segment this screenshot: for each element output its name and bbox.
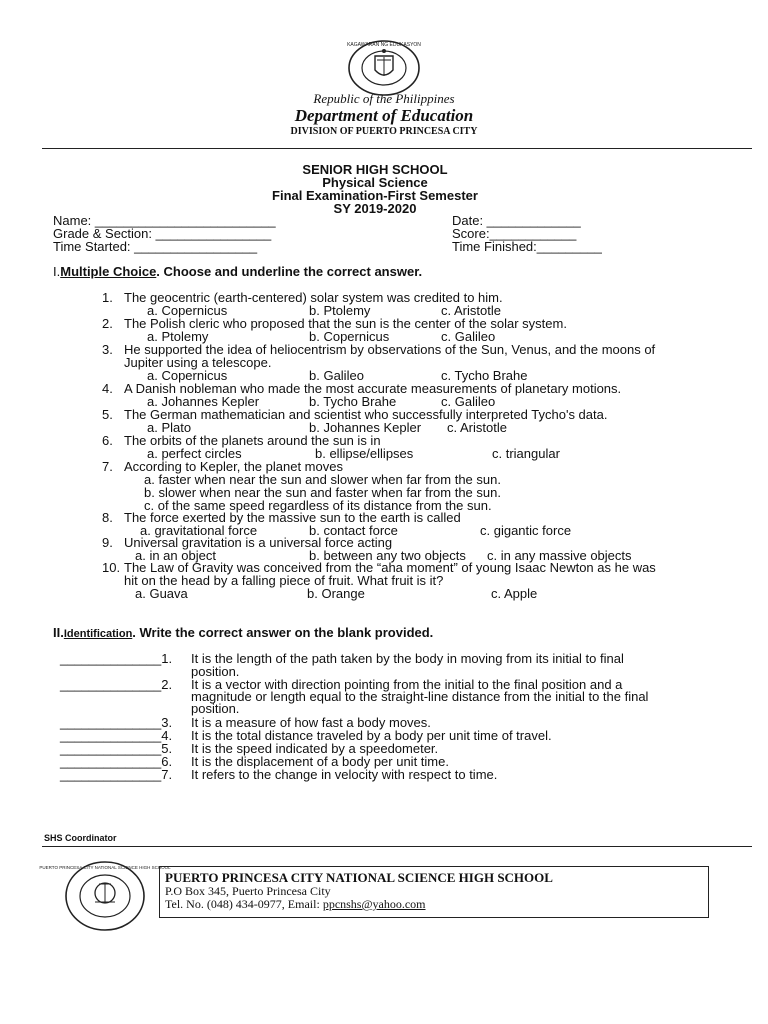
question-text: The force exerted by the massive sun to the earth is called (124, 510, 461, 525)
title-school-year: SY 2019-2020 (333, 201, 417, 216)
question-text: A Danish nobleman who made the most accurate measurements of planetary motions. (124, 381, 622, 396)
identification-text-2: It is a vector with direction pointing from the initial to the final position and a (191, 677, 623, 692)
option-b[interactable]: b. ellipse/ellipses (315, 446, 414, 461)
svg-text:KAGAWARAN NG EDUKASYON: KAGAWARAN NG EDUKASYON (347, 42, 421, 48)
option-c[interactable]: c. Galileo (441, 329, 496, 344)
time-finished-field[interactable]: Time Finished:_________ (452, 239, 602, 254)
option-b[interactable]: b. contact force (309, 523, 398, 538)
part1-label: Multiple Choice (60, 264, 157, 279)
option-b[interactable]: b. Johannes Kepler (309, 420, 422, 435)
part2-number: II. (53, 625, 64, 640)
time-started-field[interactable]: Time Started: _________________ (53, 239, 258, 254)
question-text-continued: Jupiter using a telescope. (124, 355, 272, 370)
question-text: Universal gravitation is a universal force acting (124, 535, 393, 550)
identification-blank-6[interactable]: ______________6. (60, 754, 173, 769)
identification-blank-7[interactable]: ______________7. (60, 767, 173, 782)
part2-label: Identification (63, 628, 133, 640)
option-b[interactable]: b. slower when near the sun and faster when far from the sun. (144, 485, 501, 500)
part2-heading (53, 626, 433, 641)
identification-blank-3[interactable]: ______________3. (60, 715, 173, 730)
exam-title (0, 163, 750, 215)
question-number: 10. (102, 560, 121, 575)
svg-text:PUERTO PRINCESA CITY NATIONAL: PUERTO PRINCESA CITY NATIONAL SCIENCE HIGH SCHOOL (39, 865, 171, 870)
option-c[interactable]: c. Aristotle (447, 420, 507, 435)
option-b[interactable]: b. Copernicus (309, 329, 390, 344)
question-number: 2. (102, 316, 113, 331)
option-b[interactable]: b. between any two objects (309, 548, 466, 563)
question-text: The Polish cleric who proposed that the sun is the center of the solar system. (124, 316, 567, 331)
title-school: SENIOR HIGH SCHOOL (302, 162, 448, 177)
part1-instruction: . Choose and underline the correct answer. (156, 264, 423, 279)
identification-text-3: It is a measure of how fast a body moves. (191, 715, 431, 730)
question-number: 3. (102, 342, 113, 357)
option-c[interactable]: c. triangular (492, 446, 560, 461)
identification-blank-4[interactable]: ______________4. (60, 728, 173, 743)
option-b[interactable]: b. Orange (307, 586, 365, 601)
identification-text-4: It is the total distance traveled by a body per unit time of travel. (191, 728, 552, 743)
option-a[interactable]: a. Copernicus (147, 368, 228, 383)
part1-number: I. (53, 264, 61, 279)
identification-text-1: It is the length of the path taken by the body in moving from its initial to final (191, 651, 624, 666)
question-number: 9. (102, 535, 113, 550)
question-number: 7. (102, 459, 113, 474)
option-a[interactable]: a. Plato (147, 420, 192, 435)
school-address: P.O Box 345, Puerto Princesa City (165, 884, 331, 898)
option-c[interactable]: c. Apple (491, 586, 538, 601)
question-text: The orbits of the planets around the sun is in (124, 433, 381, 448)
question-number: 5. (102, 407, 113, 422)
title-subject: Physical Science (322, 175, 428, 190)
option-c[interactable]: c. Tycho Brahe (441, 368, 528, 383)
part1-heading (53, 265, 422, 278)
option-a[interactable]: a. Copernicus (147, 303, 228, 318)
question-text: He supported the idea of heliocentrism by observations of the Sun, Venus, and the moons of (124, 342, 656, 357)
date-field[interactable]: Date: _____________ (452, 213, 581, 228)
option-a[interactable]: a. Johannes Kepler (147, 394, 260, 409)
option-c[interactable]: c. Aristotle (441, 303, 501, 318)
question-number: 1. (102, 290, 113, 305)
name-field[interactable]: Name: _________________________ (53, 213, 276, 228)
question-text: According to Kepler, the planet moves (124, 459, 343, 474)
option-c[interactable]: c. gigantic force (480, 523, 572, 538)
identification-blank-2[interactable]: ______________2. (60, 677, 173, 692)
question-text: The Law of Gravity was conceived from the “aha moment” of young Isaac Newton as he was (124, 560, 656, 575)
identification-text-1-continued: position. (191, 664, 240, 679)
footer-divider (42, 846, 752, 847)
option-b[interactable]: b. Ptolemy (309, 303, 371, 318)
school-name: PUERTO PRINCESA CITY NATIONAL SCIENCE HIGH SCHOOL (165, 870, 553, 885)
identification-text-2-continued: position. (191, 701, 240, 716)
option-a[interactable]: a. faster when near the sun and slower when far from the sun. (144, 472, 501, 487)
header-divider (42, 148, 752, 149)
question-text: The geocentric (earth-centered) solar system was credited to him. (124, 290, 503, 305)
grade-section-field[interactable]: Grade & Section: ________________ (53, 226, 272, 241)
department-label: Department of Education (294, 106, 474, 125)
identification-text-6: It is the displacement of a body per unit time. (191, 754, 449, 769)
option-b[interactable]: b. Galileo (309, 368, 364, 383)
option-c[interactable]: c. Galileo (441, 394, 496, 409)
question-text: The German mathematician and scientist who successfully interpreted Tycho's data. (124, 407, 608, 422)
deped-seal (347, 40, 421, 96)
republic-label: Republic of the Philippines (313, 91, 455, 106)
option-a[interactable]: a. gravitational force (140, 523, 258, 538)
identification-blank-1[interactable]: ______________1. (60, 651, 173, 666)
option-a[interactable]: a. in an object (135, 548, 216, 563)
option-a[interactable]: a. perfect circles (147, 446, 242, 461)
school-seal (39, 860, 171, 932)
identification-text-5: It is the speed indicated by a speedometer. (191, 741, 439, 756)
contact-text: Tel. No. (048) 434-0977, Email: (165, 897, 323, 911)
division-label: DIVISION OF PUERTO PRINCESA CITY (290, 126, 478, 137)
shs-coordinator-label: SHS Coordinator (44, 833, 117, 843)
question-number: 8. (102, 510, 113, 525)
identification-text-2-continued: magnitude or length equal to the straight-line distance from the initial to the final (191, 689, 649, 704)
option-b[interactable]: b. Tycho Brahe (309, 394, 397, 409)
question-number: 4. (102, 381, 113, 396)
school-contact (165, 897, 426, 912)
email-link[interactable]: ppcnshs@yahoo.com (322, 897, 426, 911)
identification-text-7: It refers to the change in velocity with respect to time. (191, 767, 498, 782)
option-c[interactable]: c. of the same speed regardless of its distance from the sun. (144, 498, 492, 513)
identification-blank-5[interactable]: ______________5. (60, 741, 173, 756)
question-text-continued: hit on the head by a falling piece of fruit. What fruit is it? (124, 573, 444, 588)
option-c[interactable]: c. in any massive objects (487, 548, 632, 563)
question-number: 6. (102, 433, 113, 448)
option-a[interactable]: a. Ptolemy (147, 329, 209, 344)
option-a[interactable]: a. Guava (135, 586, 188, 601)
part2-instruction: . Write the correct answer on the blank provided. (132, 625, 434, 640)
score-field[interactable]: Score:____________ (452, 226, 577, 241)
title-exam: Final Examination-First Semester (272, 188, 478, 203)
